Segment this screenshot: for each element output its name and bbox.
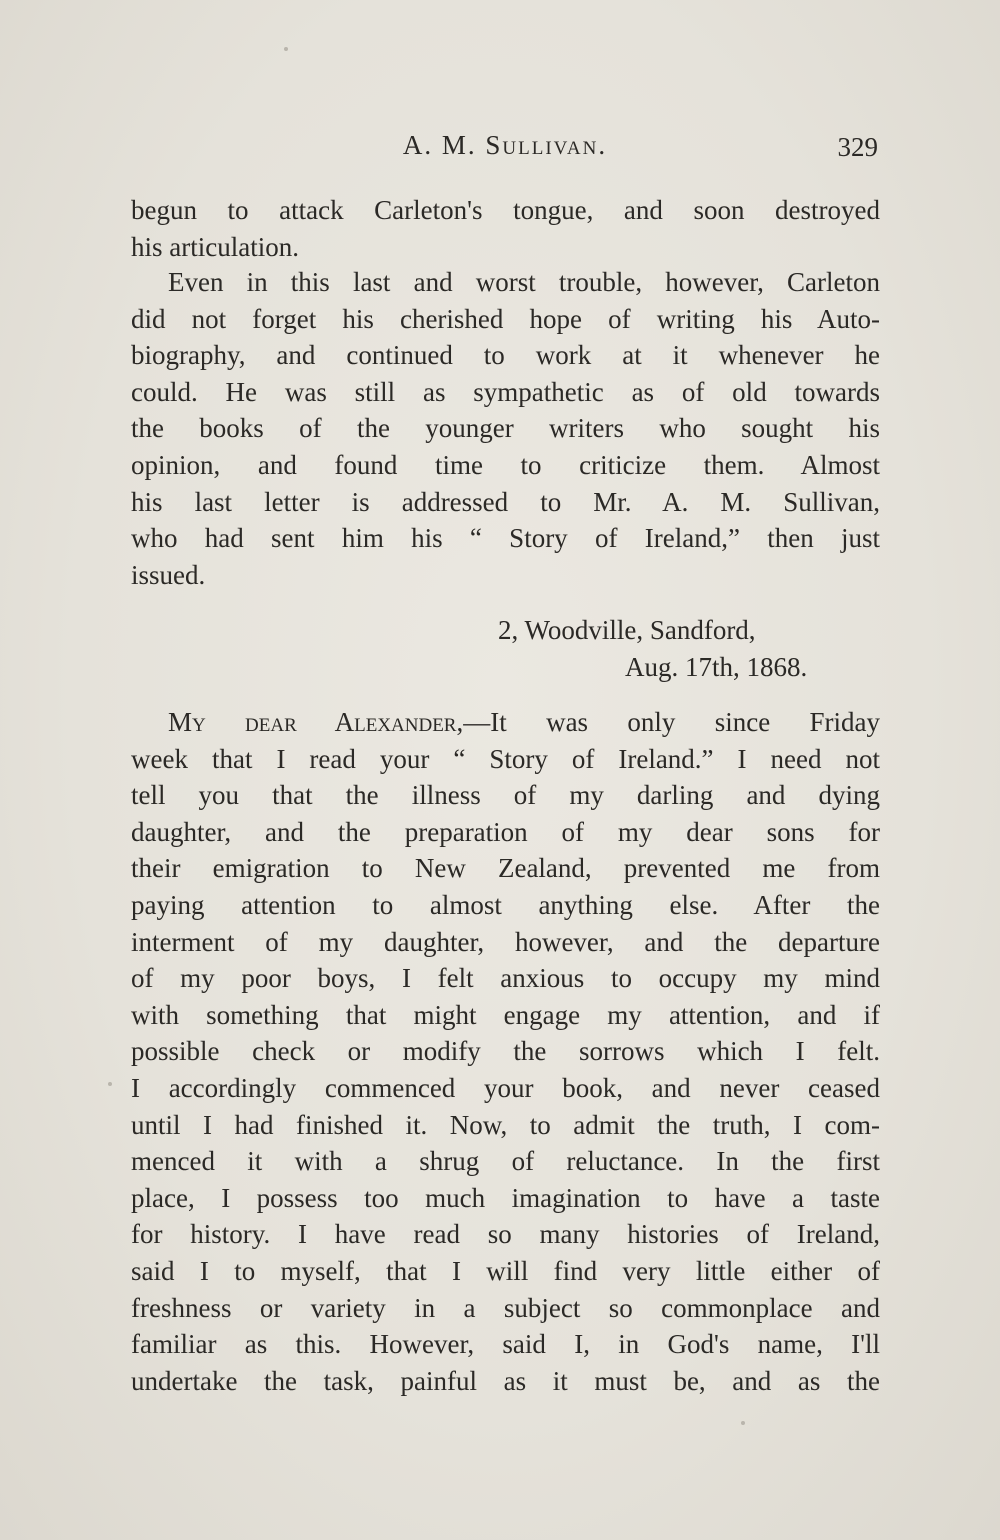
text-line: Even in this last and worst trouble, however, Carleton bbox=[168, 267, 880, 297]
text-line: issued. bbox=[131, 559, 206, 590]
text-line: his last letter is addressed to Mr. A. M. Sullivan, bbox=[131, 486, 880, 517]
paragraph-continued bbox=[131, 192, 880, 265]
letter-address: 2, Woodville, Sandford, bbox=[498, 615, 756, 645]
running-title: A. M. Sullivan. bbox=[402, 130, 608, 160]
text-line: for history. I have read so many histories of Ireland, bbox=[131, 1219, 880, 1250]
text-line: paying attention to almost anything else. After the bbox=[131, 889, 880, 920]
text-line: said I to myself, that I will find very little either of bbox=[131, 1255, 880, 1286]
text-line: menced it with a shrug of reluctance. In the first bbox=[131, 1146, 880, 1177]
text-line: his articulation. bbox=[131, 231, 299, 262]
text-line: until I had finished it. Now, to admit the truth, I com- bbox=[131, 1109, 880, 1140]
text-line: undertake the task, painful as it must be, and as the bbox=[131, 1365, 880, 1396]
text-line: could. He was still as sympathetic as of old towards bbox=[131, 376, 880, 407]
text-line: daughter, and the preparation of my dear sons for bbox=[131, 816, 880, 847]
text-line: possible check or modify the sorrows which I felt. bbox=[131, 1036, 880, 1067]
text-line: freshness or variety in a subject so commonplace and bbox=[131, 1292, 880, 1323]
letter-first-line bbox=[131, 704, 880, 741]
letter-date: Aug. 17th, 1868. bbox=[625, 652, 808, 682]
text-line: of my poor boys, I felt anxious to occupy my mind bbox=[131, 963, 880, 994]
text-line: biography, and continued to work at it whenever he bbox=[131, 340, 880, 371]
text-line: interment of my daughter, however, and the departure bbox=[131, 926, 880, 957]
text-line: tell you that the illness of my darling and dying bbox=[131, 780, 880, 811]
text-line: week that I read your “ Story of Ireland.” I need not bbox=[131, 743, 880, 774]
text-line: did not forget his cherished hope of writing his Auto- bbox=[131, 303, 880, 334]
page-number: 329 bbox=[837, 132, 878, 162]
text-line: who had sent him his “ Story of Ireland,” then just bbox=[131, 523, 880, 554]
text-line: with something that might engage my attention, and if bbox=[131, 999, 880, 1030]
paragraph-carleton-autobiography bbox=[131, 264, 880, 593]
text-line: the books of the younger writers who sought his bbox=[131, 413, 880, 444]
text-line: their emigration to New Zealand, prevented me from bbox=[131, 853, 880, 884]
text-line: familiar as this. However, said I, in God's name, I'll bbox=[131, 1329, 880, 1360]
paper-speck bbox=[284, 47, 288, 51]
letter-first-line-rest: —It was only since Friday bbox=[463, 707, 881, 737]
text-line: place, I possess too much imagination to have a taste bbox=[131, 1182, 880, 1213]
paper-speck bbox=[108, 1082, 112, 1086]
letter-body bbox=[131, 704, 880, 1399]
text-line: opinion, and found time to criticize them. Almost bbox=[131, 449, 880, 480]
letter-salutation: My dear Alexander, bbox=[168, 707, 464, 737]
text-line: I accordingly commenced your book, and never ceased bbox=[131, 1072, 880, 1103]
running-head bbox=[130, 130, 880, 170]
paper-speck bbox=[741, 1421, 745, 1425]
text-line: begun to attack Carleton's tongue, and soon destroyed bbox=[131, 195, 880, 225]
